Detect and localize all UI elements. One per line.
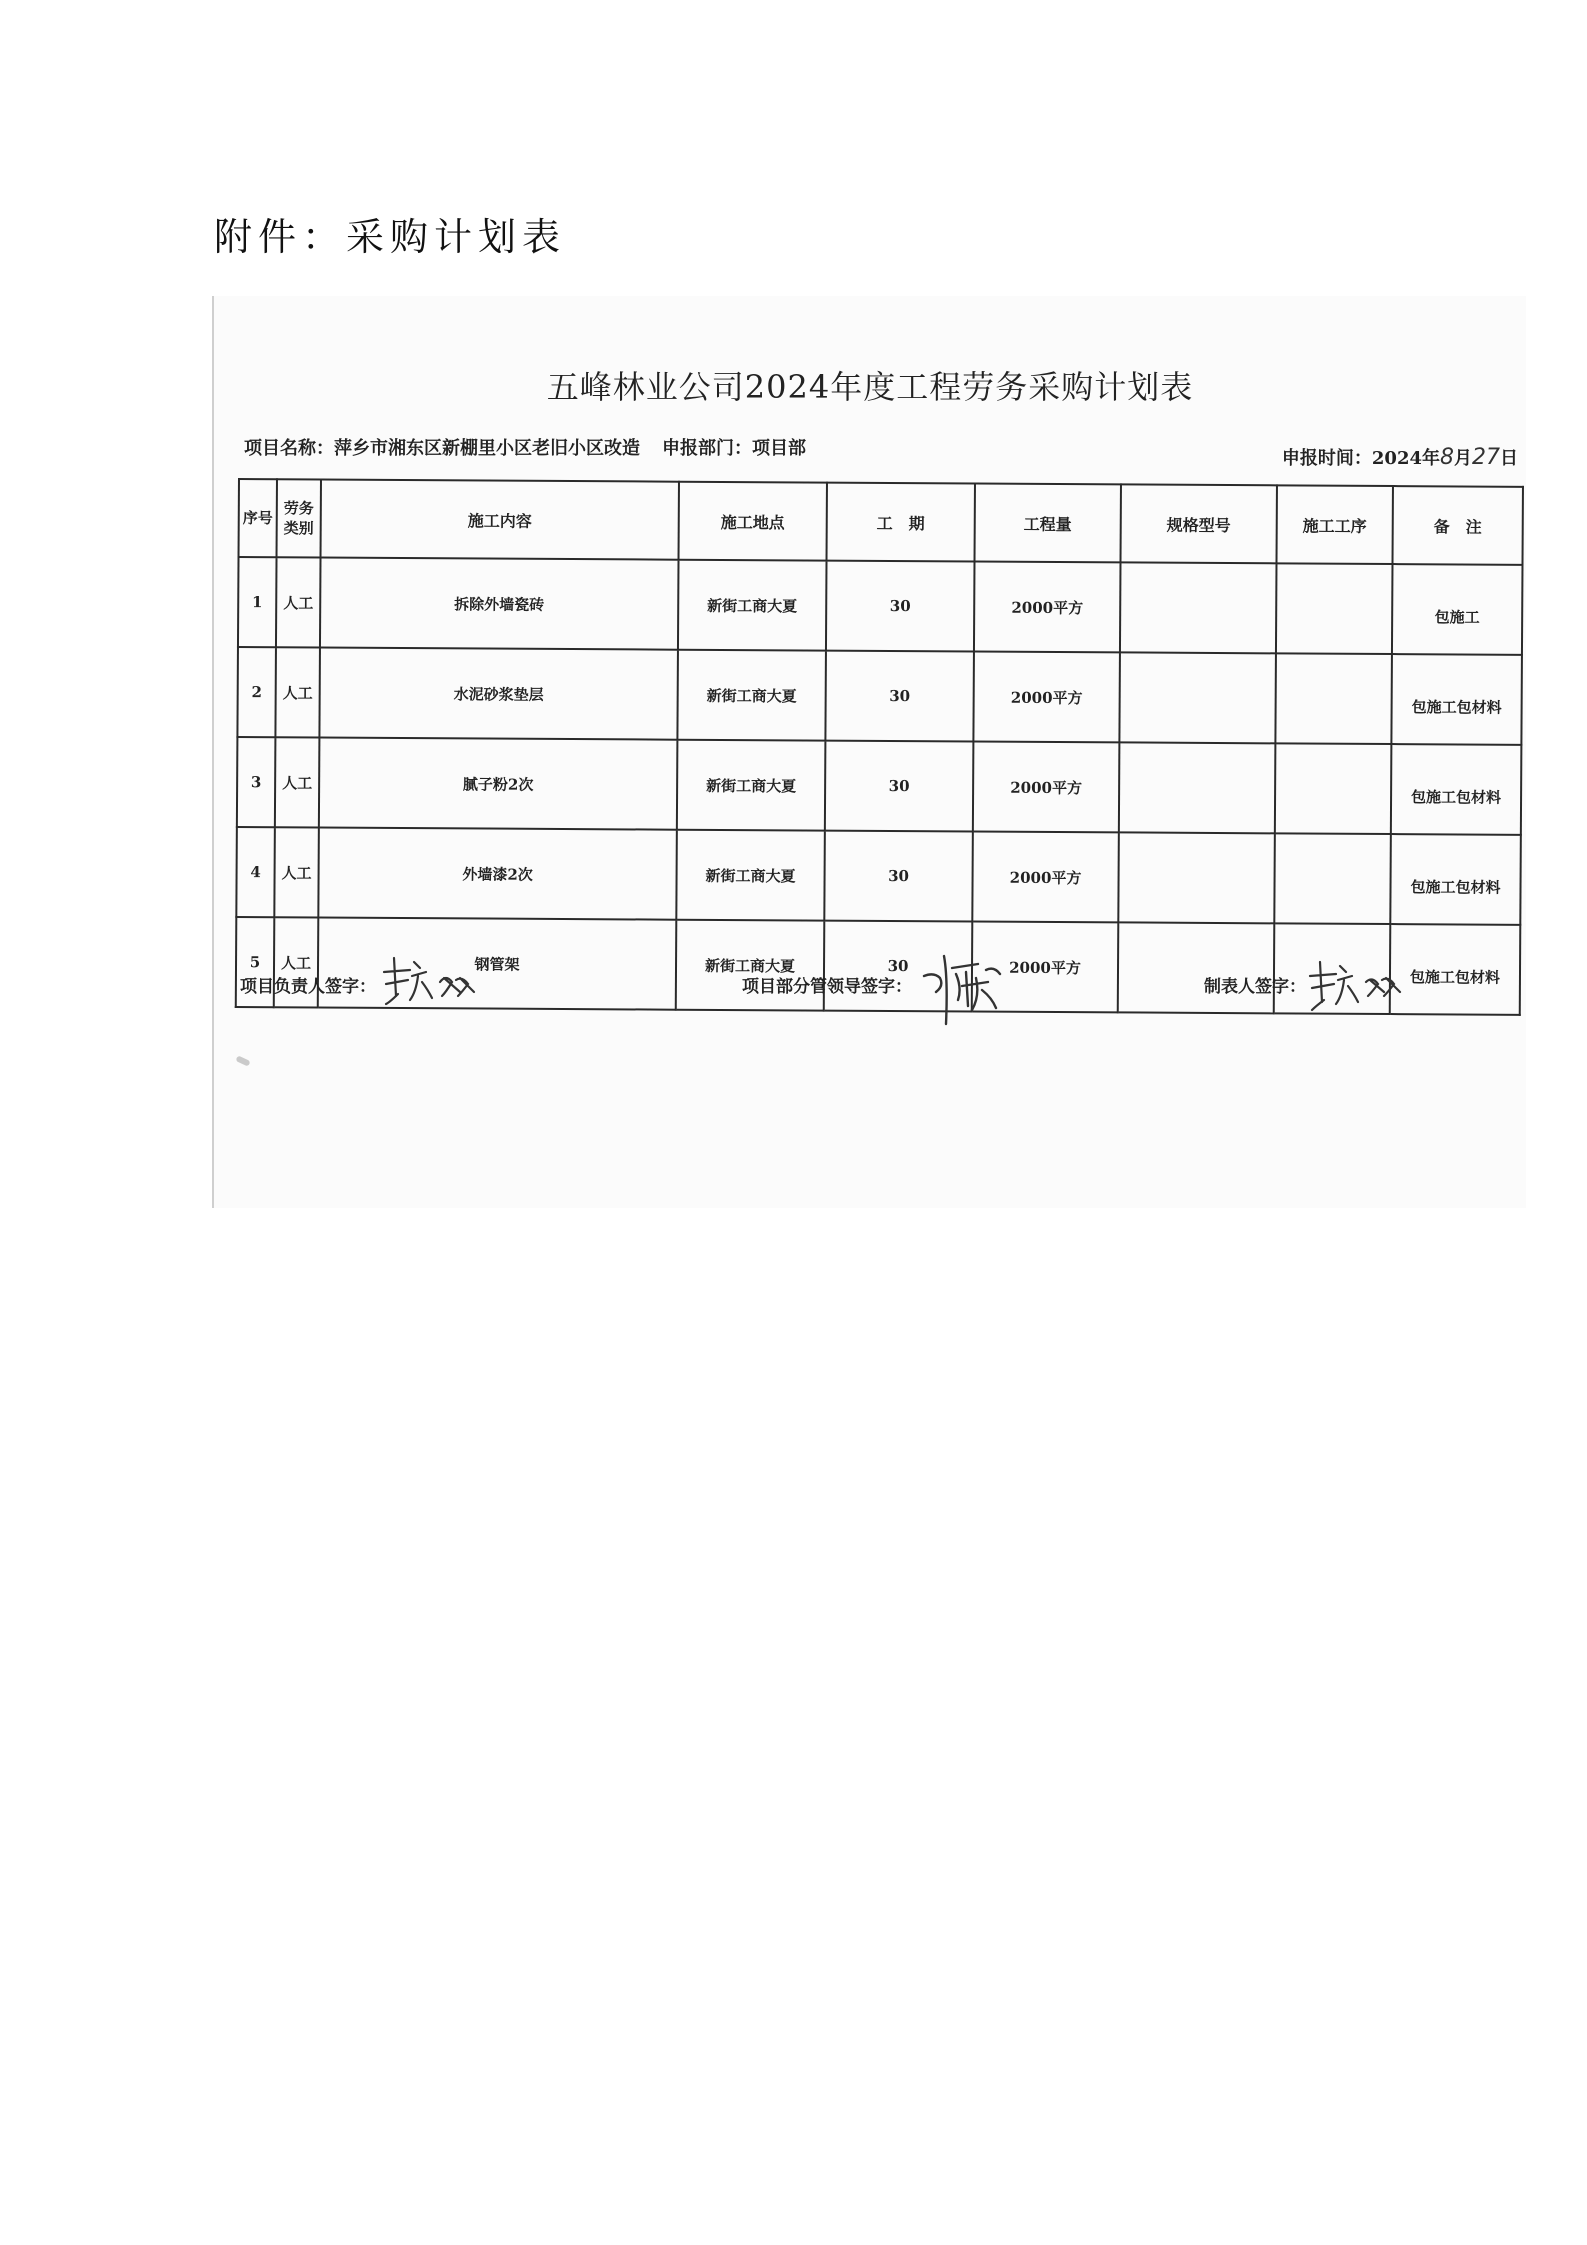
cell-content: 钢管架 (318, 917, 677, 1009)
cell-remark: 包施工包材料 (1391, 744, 1522, 835)
date-day-handwritten: 27 (1472, 445, 1500, 470)
cell-spec (1118, 922, 1275, 1013)
cell-remark: 包施工包材料 (1391, 654, 1522, 745)
cell-period: 30 (825, 651, 974, 742)
header-labor-type: 劳务类别 (277, 479, 321, 557)
cell-no: 2 (237, 647, 276, 737)
scan-speck (235, 1055, 250, 1066)
cell-process (1275, 653, 1392, 744)
date-month-handwritten: 8 (1440, 445, 1454, 470)
cell-quantity: 2000平方 (974, 562, 1121, 653)
header-quantity: 工程量 (975, 484, 1121, 563)
header-location: 施工地点 (679, 482, 827, 561)
date-day-unit: 日 (1500, 448, 1518, 469)
cell-quantity: 2000平方 (973, 741, 1120, 832)
cell-remark: 包施工包材料 (1390, 834, 1521, 925)
department: 申报部门：项目部 (662, 438, 806, 459)
header-remark: 备 注 (1392, 486, 1522, 565)
cell-remark: 包施工包材料 (1390, 924, 1521, 1015)
header-spec: 规格型号 (1121, 484, 1277, 563)
date-label: 申报时间：2024年 (1281, 448, 1440, 469)
cell-quantity: 2000平方 (973, 651, 1120, 742)
cell-type: 人工 (276, 557, 321, 647)
cell-content: 外墙漆2次 (318, 828, 677, 920)
scanned-form (212, 296, 1526, 1208)
cell-period: 30 (824, 831, 973, 922)
header-period: 工 期 (827, 483, 975, 562)
cell-no: 5 (236, 917, 275, 1007)
attachment-heading: 附件：采购计划表 (214, 215, 567, 259)
cell-no: 4 (236, 827, 275, 917)
project-lead-signature (240, 972, 376, 997)
cell-spec (1120, 562, 1277, 653)
cell-process (1276, 563, 1393, 654)
procurement-table (235, 478, 1524, 1016)
cell-period: 30 (826, 561, 975, 652)
date-month-unit: 月 (1454, 448, 1472, 469)
cell-location: 新街工商大夏 (676, 830, 825, 921)
cell-quantity: 2000平方 (972, 921, 1119, 1012)
cell-process (1274, 833, 1391, 924)
table-row (238, 557, 1523, 655)
cell-process (1275, 743, 1392, 834)
dept-leader-label: 项目部分管领导签字： (742, 977, 912, 997)
project-lead-label: 项目负责人签字： (240, 977, 376, 997)
handwritten-signature-icon (380, 952, 476, 1008)
cell-content: 水泥砂浆垫层 (319, 648, 678, 740)
dept-leader-signature (742, 972, 912, 997)
cell-type: 人工 (274, 827, 319, 917)
cell-type: 人工 (275, 647, 320, 737)
preparer-label: 制表人签字： (1204, 977, 1306, 997)
cell-location: 新街工商大夏 (677, 740, 826, 831)
table-row (237, 737, 1522, 835)
cell-no: 1 (238, 557, 277, 647)
cell-location: 新街工商大夏 (677, 650, 826, 741)
cell-remark: 包施工 (1392, 564, 1523, 655)
header-no: 序号 (239, 479, 277, 557)
header-content: 施工内容 (321, 480, 679, 560)
cell-spec (1119, 652, 1276, 743)
preparer-signature (1204, 972, 1306, 997)
handwritten-signature-icon (1306, 956, 1402, 1012)
cell-quantity: 2000平方 (972, 831, 1119, 922)
cell-type: 人工 (274, 917, 319, 1007)
cell-location: 新街工商大夏 (676, 920, 825, 1011)
cell-spec (1118, 832, 1275, 923)
report-date (1282, 444, 1518, 470)
cell-period: 30 (824, 921, 973, 1012)
cell-content: 拆除外墙瓷砖 (320, 558, 679, 650)
cell-spec (1119, 742, 1276, 833)
cell-location: 新街工商大夏 (678, 560, 827, 651)
project-info (244, 434, 806, 460)
cell-no: 3 (237, 737, 276, 827)
form-title: 五峰林业公司2024年度工程劳务采购计划表 (546, 368, 1194, 406)
handwritten-signature-icon (922, 948, 1018, 1028)
table-header-row (239, 479, 1523, 565)
cell-period: 30 (825, 741, 974, 832)
project-name: 项目名称：萍乡市湘东区新棚里小区老旧小区改造 (244, 438, 640, 459)
header-process: 施工工序 (1276, 485, 1392, 564)
table-row (237, 647, 1522, 745)
cell-type: 人工 (275, 737, 320, 827)
cell-content: 腻子粉2次 (319, 738, 678, 830)
table-row (236, 827, 1521, 925)
